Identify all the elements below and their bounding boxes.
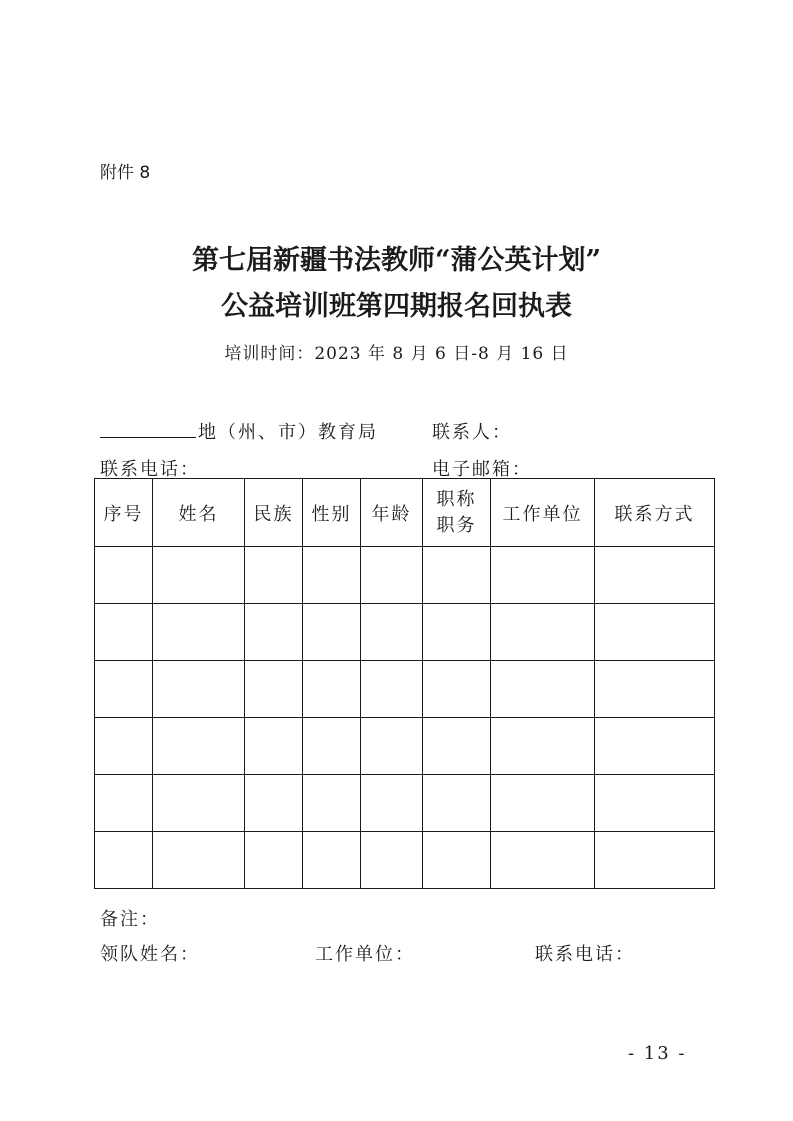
registration-table — [94, 478, 715, 889]
table-cell[interactable] — [153, 547, 245, 604]
document-title-line1: 第七届新疆书法教师“蒲公英计划” — [191, 245, 602, 276]
table-cell[interactable] — [245, 832, 303, 889]
table-cell[interactable] — [423, 661, 491, 718]
table-cell[interactable] — [95, 547, 153, 604]
bureau-name-blank[interactable] — [100, 419, 196, 438]
table-cell[interactable] — [491, 604, 595, 661]
table-cell[interactable] — [491, 718, 595, 775]
table-body — [95, 547, 715, 889]
table-cell[interactable] — [423, 604, 491, 661]
table-cell[interactable] — [95, 661, 153, 718]
table-cell[interactable] — [423, 832, 491, 889]
header-title: 职称 — [436, 488, 477, 510]
table-cell[interactable] — [95, 718, 153, 775]
table-row — [95, 832, 715, 889]
phone-label: 联系电话： — [100, 459, 200, 480]
table-cell[interactable] — [245, 661, 303, 718]
table-cell[interactable] — [595, 775, 715, 832]
header-title-duty — [423, 479, 491, 547]
header-gender: 性别 — [303, 479, 361, 547]
table-cell[interactable] — [423, 547, 491, 604]
table-cell[interactable] — [245, 547, 303, 604]
table-cell[interactable] — [303, 604, 361, 661]
header-name: 姓名 — [153, 479, 245, 547]
attachment-label: 附件 8 — [100, 163, 151, 183]
table-row — [95, 775, 715, 832]
leader-name-label: 领队姓名： — [100, 944, 200, 965]
table-row — [95, 547, 715, 604]
table-cell[interactable] — [303, 661, 361, 718]
table-cell[interactable] — [153, 775, 245, 832]
table-cell[interactable] — [361, 718, 423, 775]
header-duty: 职务 — [436, 514, 477, 536]
table-cell[interactable] — [595, 718, 715, 775]
table-row — [95, 661, 715, 718]
work-unit-label: 工作单位： — [315, 944, 415, 965]
table-cell[interactable] — [361, 547, 423, 604]
table-cell[interactable] — [361, 775, 423, 832]
table-cell[interactable] — [95, 604, 153, 661]
table-cell[interactable] — [491, 775, 595, 832]
table-cell[interactable] — [245, 718, 303, 775]
table-cell[interactable] — [153, 718, 245, 775]
contact-person-label: 联系人： — [432, 422, 512, 443]
header-age: 年龄 — [361, 479, 423, 547]
table-cell[interactable] — [245, 775, 303, 832]
remarks-label: 备注： — [100, 909, 160, 930]
table-row — [95, 604, 715, 661]
header-work-unit: 工作单位 — [491, 479, 595, 547]
table-cell[interactable] — [361, 832, 423, 889]
table-cell[interactable] — [423, 718, 491, 775]
table-cell[interactable] — [303, 718, 361, 775]
email-label: 电子邮箱： — [432, 459, 532, 480]
table-cell[interactable] — [153, 604, 245, 661]
table-cell[interactable] — [95, 775, 153, 832]
table-cell[interactable] — [595, 832, 715, 889]
table-cell[interactable] — [153, 661, 245, 718]
table-cell[interactable] — [361, 604, 423, 661]
table-cell[interactable] — [361, 661, 423, 718]
table-row — [95, 718, 715, 775]
table-cell[interactable] — [595, 661, 715, 718]
table-cell[interactable] — [491, 547, 595, 604]
table-cell[interactable] — [595, 547, 715, 604]
leader-phone-label: 联系电话： — [535, 944, 635, 965]
header-contact: 联系方式 — [595, 479, 715, 547]
bureau-field — [100, 418, 378, 444]
table-cell[interactable] — [491, 832, 595, 889]
table-cell[interactable] — [95, 832, 153, 889]
table-cell[interactable] — [303, 832, 361, 889]
table-cell[interactable] — [491, 661, 595, 718]
table-cell[interactable] — [153, 832, 245, 889]
table-cell[interactable] — [595, 604, 715, 661]
table-cell[interactable] — [303, 775, 361, 832]
table-cell[interactable] — [245, 604, 303, 661]
table-cell[interactable] — [303, 547, 361, 604]
header-ethnicity: 民族 — [245, 479, 303, 547]
bureau-suffix-label: 地（州、市）教育局 — [198, 422, 378, 443]
table-cell[interactable] — [423, 775, 491, 832]
table-header-row — [95, 479, 715, 547]
page-number: - 13 - — [628, 1043, 687, 1064]
training-time: 培训时间：2023 年 8 月 6 日-8 月 16 日 — [224, 344, 569, 364]
document-title-line2: 公益培训班第四期报名回执表 — [221, 291, 572, 322]
header-serial-number: 序号 — [95, 479, 153, 547]
